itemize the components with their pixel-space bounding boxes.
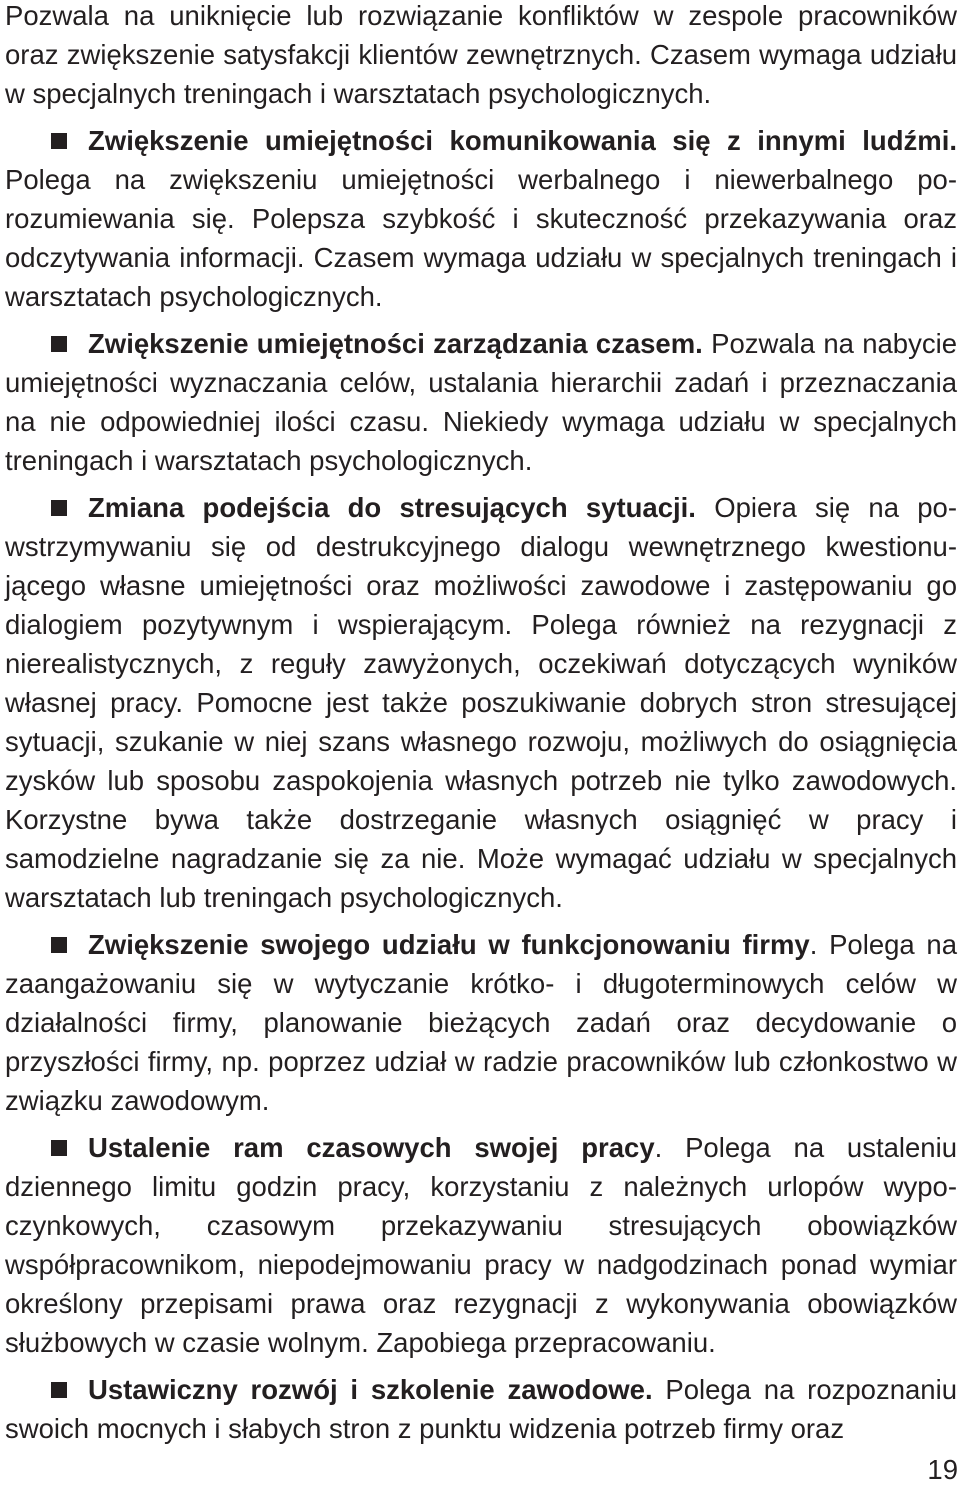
- document-page: [5, 0, 957, 1448]
- square-bullet-icon: [51, 937, 67, 953]
- list-item: [5, 925, 957, 1120]
- intro-paragraph: Pozwala na uniknięcie lub rozwiązanie konfliktów w zespole pracowników oraz zwiększenie satysfakcji klientów zewnętrznych. Czasem wymaga udziału w specjalnych treningach i warsztatach psychologicznych.: [5, 0, 957, 109]
- item-heading: Ustawiczny rozwój i szkolenie zawodowe.: [88, 1374, 653, 1405]
- list-item: [5, 324, 957, 480]
- item-heading: Zwiększenie umiejętności komunikowania się z innymi ludźmi.: [88, 125, 957, 156]
- square-bullet-icon: [51, 336, 67, 352]
- item-heading: Ustalenie ram czasowych swojej pracy: [88, 1132, 655, 1163]
- list-item: [5, 121, 957, 316]
- item-heading: Zwiększenie umiejętności zarządzania czasem.: [88, 328, 703, 359]
- square-bullet-icon: [51, 500, 67, 516]
- item-body: . Polega na zaangażowaniu się w wytyczanie krótko- i długoterminowych celów w działalności firmy, planowanie bieżących zadań oraz decydowanie o przyszłości firmy, np. poprzez udział w radzie pracowników lub członkostwo w związku zawodowym.: [5, 929, 957, 1116]
- item-body: Pozwala na nabycie umiejętności wyznaczania celów, ustalania hierarchii zadań i przeznaczania na nie odpowiedniej ilości czasu. Niekiedy wymaga udziału w specjalnych treningach i warsztatach psychologicznych.: [5, 328, 957, 476]
- square-bullet-icon: [51, 1140, 67, 1156]
- page-number: 19: [927, 1454, 958, 1485]
- square-bullet-icon: [51, 1382, 67, 1398]
- item-heading: Zwiększenie swojego udziału w funkcjonowaniu firmy: [88, 929, 810, 960]
- item-body: . Polega na ustaleniu dziennego limitu godzin pracy, korzystaniu z należnych urlopów wypoczynkowych, czasowym przekazywaniu stresujących obowiązków współpracownikom, niepodejmowaniu pracy w nadgodzinach ponad wymiar określony przepisami prawa oraz rezygnacji z wykonywania obowiązków służbowych w czasie wolnym. Zapobiega przepracowaniu.: [5, 1132, 957, 1358]
- list-item: [5, 1128, 957, 1362]
- item-body: Polega na rozpoznaniu swoich mocnych i słabych stron z punktu widzenia potrzeb firmy oraz: [5, 1374, 957, 1444]
- list-item: [5, 1370, 957, 1448]
- item-heading: Zmiana podejścia do stresujących sytuacji.: [88, 492, 696, 523]
- item-body: Polega na zwiększeniu umiejętności werbalnego i niewerbalnego porozumiewania się. Polepsza szybkość i skuteczność przekazywania oraz odczytywania informacji. Czasem wymaga udziału w specjalnych treningach i warsztatach psychologicznych.: [5, 164, 957, 312]
- square-bullet-icon: [51, 133, 67, 149]
- list-item: [5, 488, 957, 917]
- item-body: Opiera się na powstrzymywaniu się od destrukcyjnego dialogu wewnętrznego kwestionującego własne umiejętności oraz możliwości zawodowe i zastępowaniu go dialogiem pozytywnym i wspierającym. Polega również na rezygnacji z nierealistycznych, z reguły zawyżonych, oczekiwań dotyczących wyników własnej pracy. Pomocne jest także poszukiwanie dobrych stron stresującej sytuacji, szukanie w niej szans własnego rozwoju, możliwych do osiągnięcia zysków lub sposobu zaspokojenia własnych potrzeb nie tylko zawodowych. Korzystne bywa także dostrzeganie własnych osiągnięć w pracy i samodzielne nagradzanie się za nie. Może wymagać udziału w specjalnych warsztatach lub treningach psychologicznych.: [5, 492, 958, 913]
